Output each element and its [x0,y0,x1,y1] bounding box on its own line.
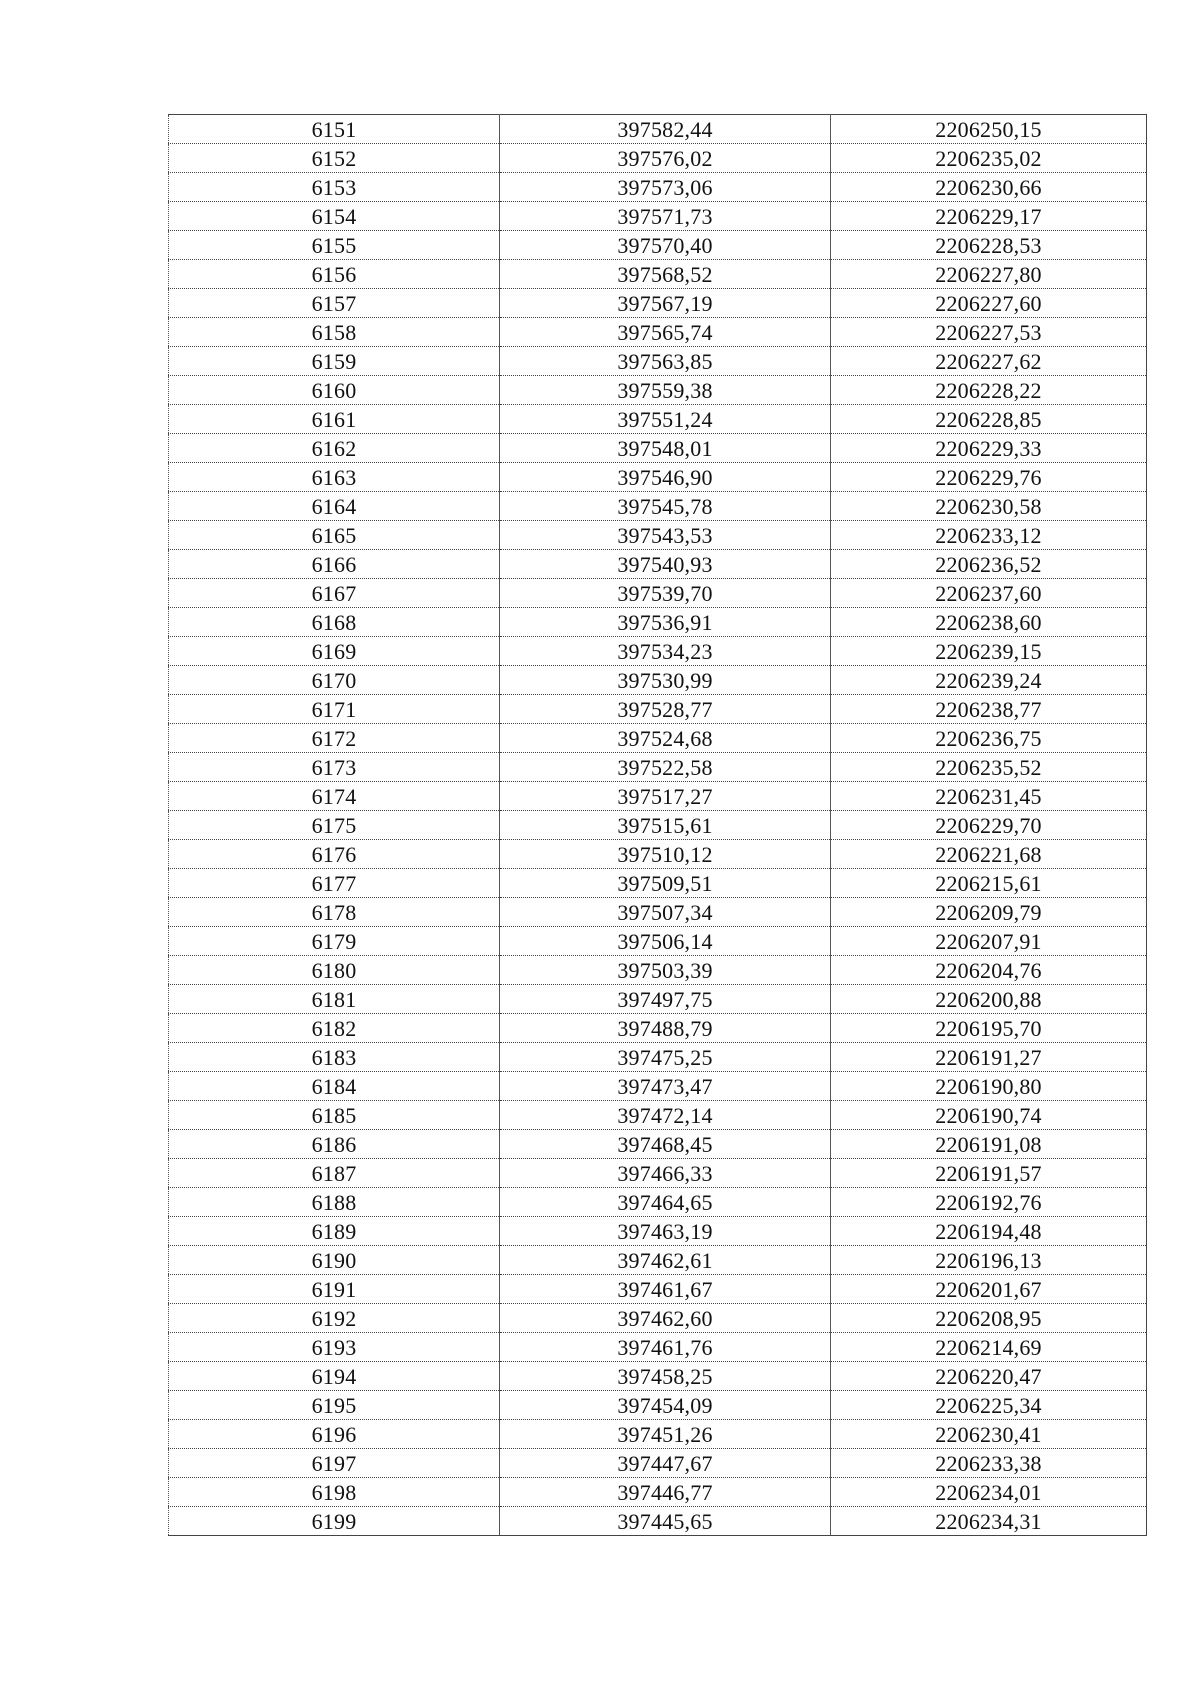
y-coordinate-cell: 2206201,67 [831,1275,1147,1304]
point-number-cell: 6188 [169,1188,500,1217]
table-row [169,347,1147,376]
x-coordinate-cell: 397568,52 [500,260,831,289]
table-row [169,1507,1147,1536]
table-row [169,898,1147,927]
table-row [169,1478,1147,1507]
table-row [169,1420,1147,1449]
y-coordinate-cell: 2206228,85 [831,405,1147,434]
y-coordinate-cell: 2206221,68 [831,840,1147,869]
y-coordinate-cell: 2206228,22 [831,376,1147,405]
y-coordinate-cell: 2206229,76 [831,463,1147,492]
y-coordinate-cell: 2206231,45 [831,782,1147,811]
point-number-cell: 6181 [169,985,500,1014]
x-coordinate-cell: 397463,19 [500,1217,831,1246]
table-row [169,608,1147,637]
table-row [169,1188,1147,1217]
y-coordinate-cell: 2206214,69 [831,1333,1147,1362]
point-number-cell: 6152 [169,144,500,173]
table-row [169,1130,1147,1159]
x-coordinate-cell: 397497,75 [500,985,831,1014]
x-coordinate-cell: 397509,51 [500,869,831,898]
y-coordinate-cell: 2206191,27 [831,1043,1147,1072]
y-coordinate-cell: 2206207,91 [831,927,1147,956]
point-number-cell: 6185 [169,1101,500,1130]
point-number-cell: 6175 [169,811,500,840]
point-number-cell: 6161 [169,405,500,434]
point-number-cell: 6190 [169,1246,500,1275]
x-coordinate-cell: 397488,79 [500,1014,831,1043]
table-row [169,985,1147,1014]
point-number-cell: 6180 [169,956,500,985]
point-number-cell: 6173 [169,753,500,782]
table-row [169,1391,1147,1420]
y-coordinate-cell: 2206230,58 [831,492,1147,521]
table-row [169,521,1147,550]
table-row [169,463,1147,492]
x-coordinate-cell: 397458,25 [500,1362,831,1391]
x-coordinate-cell: 397507,34 [500,898,831,927]
y-coordinate-cell: 2206237,60 [831,579,1147,608]
point-number-cell: 6192 [169,1304,500,1333]
x-coordinate-cell: 397517,27 [500,782,831,811]
x-coordinate-cell: 397451,26 [500,1420,831,1449]
point-number-cell: 6177 [169,869,500,898]
x-coordinate-cell: 397472,14 [500,1101,831,1130]
table-row [169,1217,1147,1246]
x-coordinate-cell: 397567,19 [500,289,831,318]
x-coordinate-cell: 397545,78 [500,492,831,521]
point-number-cell: 6176 [169,840,500,869]
y-coordinate-cell: 2206191,08 [831,1130,1147,1159]
table-row [169,1304,1147,1333]
y-coordinate-cell: 2206228,53 [831,231,1147,260]
table-row [169,202,1147,231]
table-row [169,840,1147,869]
table-row [169,869,1147,898]
y-coordinate-cell: 2206192,76 [831,1188,1147,1217]
y-coordinate-cell: 2206227,62 [831,347,1147,376]
table-row [169,405,1147,434]
y-coordinate-cell: 2206230,41 [831,1420,1147,1449]
coordinate-table-body [169,115,1147,1536]
point-number-cell: 6163 [169,463,500,492]
point-number-cell: 6169 [169,637,500,666]
table-row [169,956,1147,985]
x-coordinate-cell: 397454,09 [500,1391,831,1420]
point-number-cell: 6197 [169,1449,500,1478]
x-coordinate-cell: 397548,01 [500,434,831,463]
y-coordinate-cell: 2206236,52 [831,550,1147,579]
y-coordinate-cell: 2206190,74 [831,1101,1147,1130]
table-row [169,1333,1147,1362]
y-coordinate-cell: 2206236,75 [831,724,1147,753]
table-row [169,550,1147,579]
x-coordinate-cell: 397570,40 [500,231,831,260]
y-coordinate-cell: 2206233,38 [831,1449,1147,1478]
x-coordinate-cell: 397446,77 [500,1478,831,1507]
x-coordinate-cell: 397543,53 [500,521,831,550]
table-row [169,1362,1147,1391]
x-coordinate-cell: 397506,14 [500,927,831,956]
x-coordinate-cell: 397445,65 [500,1507,831,1536]
table-row [169,1072,1147,1101]
x-coordinate-cell: 397582,44 [500,115,831,144]
x-coordinate-cell: 397551,24 [500,405,831,434]
x-coordinate-cell: 397515,61 [500,811,831,840]
table-row [169,434,1147,463]
point-number-cell: 6160 [169,376,500,405]
table-row [169,115,1147,144]
table-row [169,492,1147,521]
x-coordinate-cell: 397571,73 [500,202,831,231]
table-row [169,695,1147,724]
point-number-cell: 6191 [169,1275,500,1304]
point-number-cell: 6165 [169,521,500,550]
y-coordinate-cell: 2206235,02 [831,144,1147,173]
y-coordinate-cell: 2206233,12 [831,521,1147,550]
y-coordinate-cell: 2206227,80 [831,260,1147,289]
table-row [169,927,1147,956]
x-coordinate-cell: 397573,06 [500,173,831,202]
point-number-cell: 6182 [169,1014,500,1043]
y-coordinate-cell: 2206238,77 [831,695,1147,724]
point-number-cell: 6170 [169,666,500,695]
x-coordinate-cell: 397576,02 [500,144,831,173]
point-number-cell: 6184 [169,1072,500,1101]
point-number-cell: 6198 [169,1478,500,1507]
x-coordinate-cell: 397539,70 [500,579,831,608]
point-number-cell: 6166 [169,550,500,579]
x-coordinate-cell: 397563,85 [500,347,831,376]
point-number-cell: 6172 [169,724,500,753]
table-row [169,753,1147,782]
x-coordinate-cell: 397528,77 [500,695,831,724]
point-number-cell: 6171 [169,695,500,724]
table-row [169,1449,1147,1478]
y-coordinate-cell: 2206250,15 [831,115,1147,144]
x-coordinate-cell: 397461,76 [500,1333,831,1362]
table-row [169,579,1147,608]
point-number-cell: 6178 [169,898,500,927]
point-number-cell: 6194 [169,1362,500,1391]
x-coordinate-cell: 397466,33 [500,1159,831,1188]
table-row [169,637,1147,666]
point-number-cell: 6189 [169,1217,500,1246]
y-coordinate-cell: 2206229,33 [831,434,1147,463]
y-coordinate-cell: 2206234,01 [831,1478,1147,1507]
point-number-cell: 6179 [169,927,500,956]
table-row [169,260,1147,289]
coordinate-table [168,114,1147,1536]
point-number-cell: 6151 [169,115,500,144]
y-coordinate-cell: 2206235,52 [831,753,1147,782]
x-coordinate-cell: 397462,61 [500,1246,831,1275]
point-number-cell: 6187 [169,1159,500,1188]
table-row [169,231,1147,260]
y-coordinate-cell: 2206215,61 [831,869,1147,898]
y-coordinate-cell: 2206239,24 [831,666,1147,695]
table-row [169,1101,1147,1130]
point-number-cell: 6196 [169,1420,500,1449]
x-coordinate-cell: 397503,39 [500,956,831,985]
table-row [169,811,1147,840]
y-coordinate-cell: 2206234,31 [831,1507,1147,1536]
x-coordinate-cell: 397534,23 [500,637,831,666]
table-row [169,666,1147,695]
x-coordinate-cell: 397473,47 [500,1072,831,1101]
y-coordinate-cell: 2206196,13 [831,1246,1147,1275]
x-coordinate-cell: 397447,67 [500,1449,831,1478]
x-coordinate-cell: 397565,74 [500,318,831,347]
point-number-cell: 6199 [169,1507,500,1536]
table-row [169,376,1147,405]
point-number-cell: 6154 [169,202,500,231]
table-row [169,1159,1147,1188]
x-coordinate-cell: 397536,91 [500,608,831,637]
x-coordinate-cell: 397475,25 [500,1043,831,1072]
y-coordinate-cell: 2206194,48 [831,1217,1147,1246]
point-number-cell: 6193 [169,1333,500,1362]
x-coordinate-cell: 397468,45 [500,1130,831,1159]
point-number-cell: 6168 [169,608,500,637]
table-row [169,1043,1147,1072]
point-number-cell: 6156 [169,260,500,289]
y-coordinate-cell: 2206200,88 [831,985,1147,1014]
x-coordinate-cell: 397546,90 [500,463,831,492]
y-coordinate-cell: 2206225,34 [831,1391,1147,1420]
x-coordinate-cell: 397522,58 [500,753,831,782]
y-coordinate-cell: 2206209,79 [831,898,1147,927]
y-coordinate-cell: 2206191,57 [831,1159,1147,1188]
table-row [169,1246,1147,1275]
table-row [169,144,1147,173]
y-coordinate-cell: 2206227,60 [831,289,1147,318]
point-number-cell: 6157 [169,289,500,318]
x-coordinate-cell: 397464,65 [500,1188,831,1217]
x-coordinate-cell: 397461,67 [500,1275,831,1304]
y-coordinate-cell: 2206208,95 [831,1304,1147,1333]
table-row [169,782,1147,811]
y-coordinate-cell: 2206230,66 [831,173,1147,202]
point-number-cell: 6164 [169,492,500,521]
y-coordinate-cell: 2206239,15 [831,637,1147,666]
table-row [169,289,1147,318]
x-coordinate-cell: 397462,60 [500,1304,831,1333]
table-row [169,1275,1147,1304]
point-number-cell: 6195 [169,1391,500,1420]
x-coordinate-cell: 397510,12 [500,840,831,869]
x-coordinate-cell: 397540,93 [500,550,831,579]
y-coordinate-cell: 2206238,60 [831,608,1147,637]
point-number-cell: 6158 [169,318,500,347]
y-coordinate-cell: 2206220,47 [831,1362,1147,1391]
point-number-cell: 6162 [169,434,500,463]
point-number-cell: 6167 [169,579,500,608]
table-row [169,173,1147,202]
point-number-cell: 6174 [169,782,500,811]
point-number-cell: 6183 [169,1043,500,1072]
x-coordinate-cell: 397530,99 [500,666,831,695]
point-number-cell: 6159 [169,347,500,376]
table-row [169,318,1147,347]
point-number-cell: 6155 [169,231,500,260]
point-number-cell: 6186 [169,1130,500,1159]
x-coordinate-cell: 397524,68 [500,724,831,753]
y-coordinate-cell: 2206190,80 [831,1072,1147,1101]
y-coordinate-cell: 2206229,17 [831,202,1147,231]
y-coordinate-cell: 2206204,76 [831,956,1147,985]
point-number-cell: 6153 [169,173,500,202]
y-coordinate-cell: 2206227,53 [831,318,1147,347]
y-coordinate-cell: 2206229,70 [831,811,1147,840]
x-coordinate-cell: 397559,38 [500,376,831,405]
table-row [169,1014,1147,1043]
y-coordinate-cell: 2206195,70 [831,1014,1147,1043]
table-row [169,724,1147,753]
coordinate-table-page [168,114,1146,1536]
